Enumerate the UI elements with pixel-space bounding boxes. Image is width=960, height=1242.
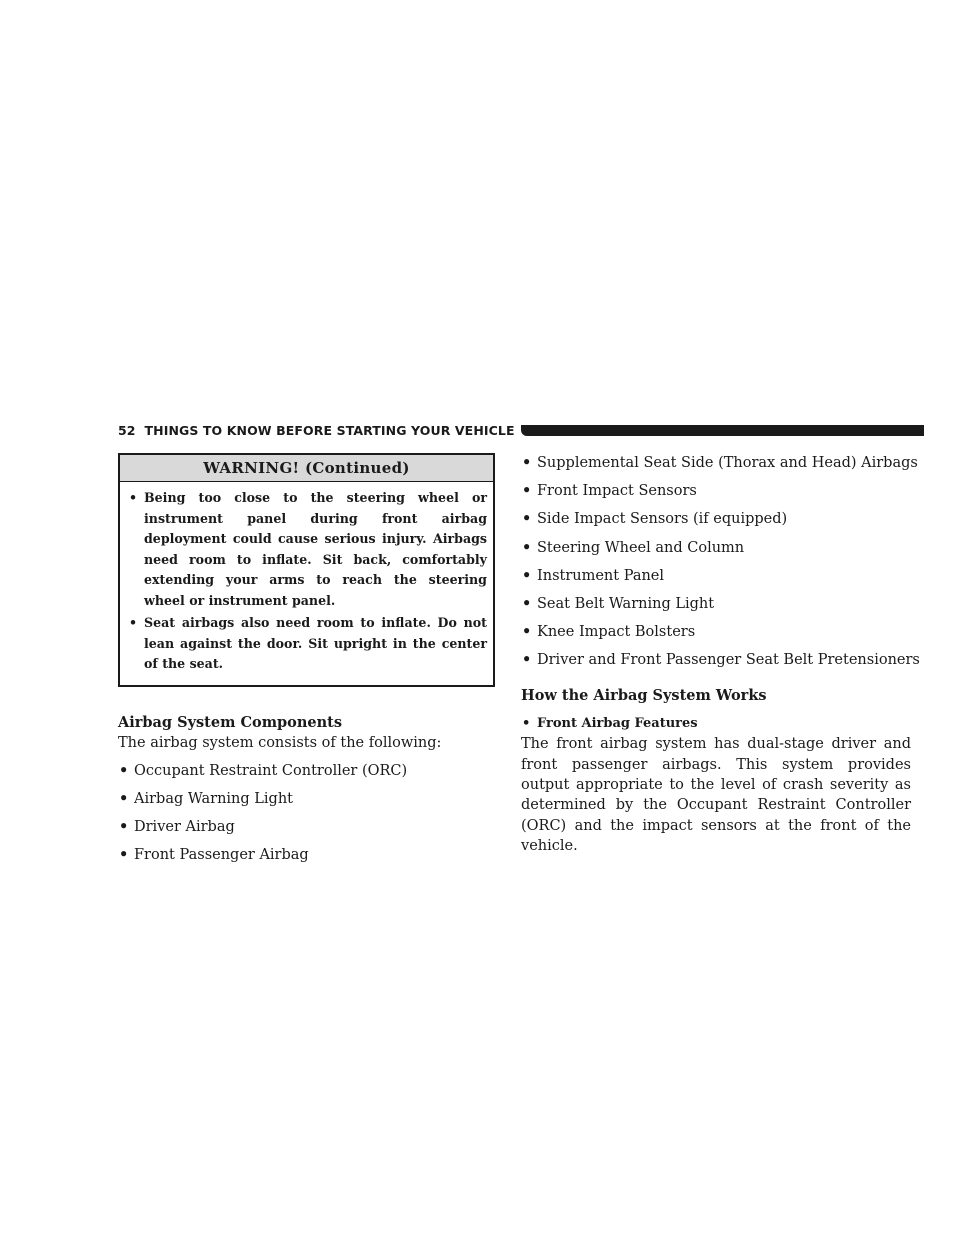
list-item <box>521 538 911 558</box>
warning-item-text: Seat airbags also need room to inflate. Do not lean against the door. Sit upright in the center of the seat. <box>144 615 487 671</box>
bullet: • <box>119 817 129 835</box>
page-header-text <box>118 423 515 438</box>
feature-title: Front Airbag Features <box>537 716 698 732</box>
bullet: • <box>129 490 138 505</box>
list-item <box>521 594 911 614</box>
header-rule <box>521 425 924 436</box>
list-item <box>521 453 918 473</box>
page-number: 52 <box>118 422 136 438</box>
list-item <box>118 817 495 837</box>
warning-box <box>118 453 495 687</box>
warning-list <box>120 482 493 685</box>
bullet: • <box>119 761 129 779</box>
bullet: • <box>522 623 532 641</box>
chapter-title: THINGS TO KNOW BEFORE STARTING YOUR VEHICLE <box>144 422 515 438</box>
bullet: • <box>129 615 138 630</box>
list-item <box>521 650 920 670</box>
list-item-text: Supplemental Seat Side (Thorax and Head) Airbags <box>537 455 918 471</box>
left-column <box>118 453 495 873</box>
warning-item <box>126 613 487 675</box>
page-header <box>118 420 924 440</box>
components-heading: Airbag System Components <box>118 713 343 731</box>
front-airbag-features-heading <box>521 714 911 734</box>
list-item-text: Driver and Front Passenger Seat Belt Pretensioners <box>537 652 920 669</box>
bullet: • <box>119 789 129 807</box>
bullet: • <box>522 716 531 732</box>
list-item <box>521 509 911 529</box>
list-item-text: Front Impact Sensors <box>537 483 697 500</box>
list-item-text: Side Impact Sensors (if equipped) <box>537 511 788 528</box>
bullet: • <box>522 538 532 556</box>
bullet: • <box>522 510 532 528</box>
list-item <box>118 761 495 781</box>
list-item <box>118 845 495 865</box>
components-list-right <box>521 453 920 670</box>
how-it-works-heading: How the Airbag System Works <box>521 687 767 705</box>
list-item <box>521 566 911 586</box>
bullet: • <box>119 846 129 864</box>
list-item-text: Knee Impact Bolsters <box>537 624 696 641</box>
bullet: • <box>522 651 532 669</box>
bullet: • <box>522 594 532 612</box>
list-item-text: Driver Airbag <box>134 818 235 835</box>
list-item <box>118 789 495 809</box>
components-intro: The airbag system consists of the following: <box>118 734 442 751</box>
front-airbag-paragraph: The front airbag system has dual-stage driver and front passenger airbags. This system provides output appropriate to the level of crash severity as determined by the Occupant Restraint Controller (ORC) and the impact sensors at the front of the vehicle. <box>521 736 911 854</box>
right-column <box>521 453 920 856</box>
list-item <box>521 481 911 501</box>
list-item <box>521 622 911 642</box>
list-item-text: Airbag Warning Light <box>134 790 293 807</box>
bullet: • <box>522 566 532 584</box>
bullet: • <box>522 454 532 471</box>
components-list-left <box>118 761 495 866</box>
warning-item-text: Being too close to the steering wheel or instrument panel during front airbag deployment could cause serious injury. Airbags need room to inflate. Sit back, comfortably extending your arms to reach the steering wheel or instrument panel. <box>144 490 487 608</box>
list-item-text: Front Passenger Airbag <box>134 847 309 864</box>
bullet: • <box>522 482 532 500</box>
warning-title: WARNING! (Continued) <box>120 455 493 482</box>
list-item-text: Instrument Panel <box>537 567 665 584</box>
list-item-text: Steering Wheel and Column <box>537 539 745 556</box>
list-item-text: Seat Belt Warning Light <box>537 595 715 612</box>
list-item-text: Occupant Restraint Controller (ORC) <box>134 762 408 779</box>
warning-item <box>126 488 487 611</box>
